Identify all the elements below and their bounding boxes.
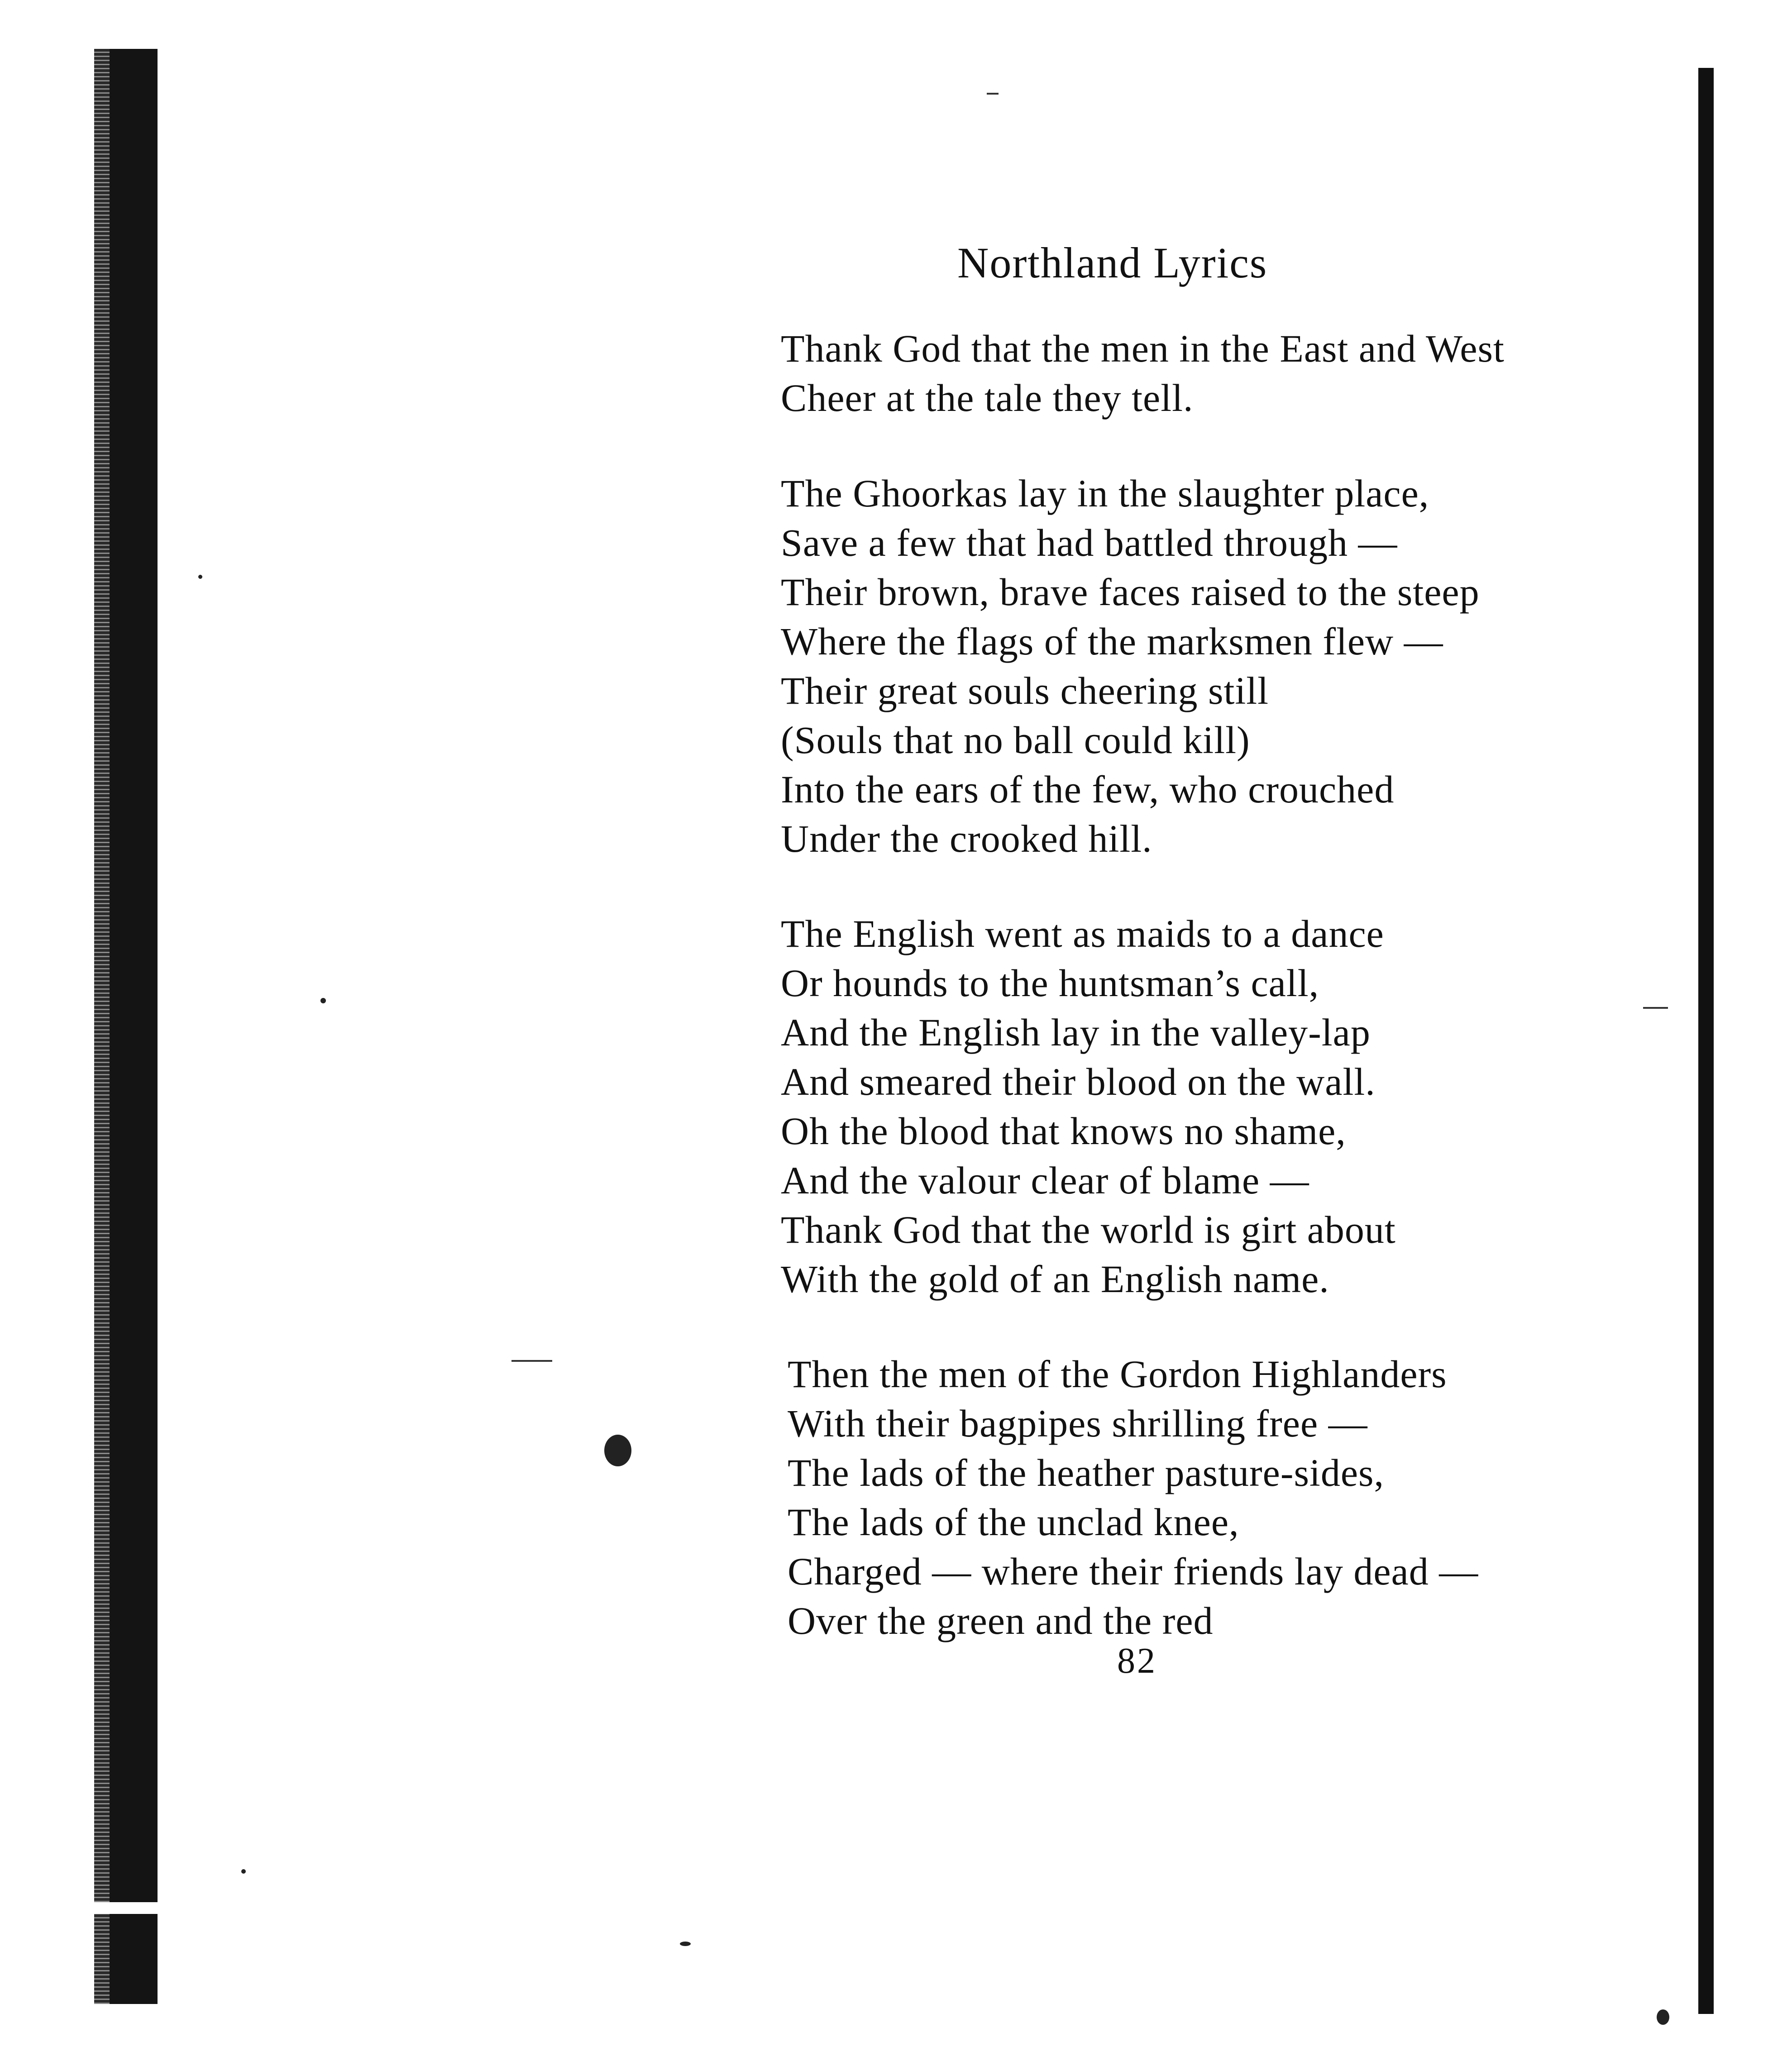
poem-line: The Ghoorkas lay in the slaughter place, <box>781 472 1429 515</box>
poem-line: And the valour clear of blame — <box>781 1159 1309 1202</box>
poem-line: Then the men of the Gordon Highlanders <box>788 1352 1447 1396</box>
poem-line: Save a few that had battled through — <box>781 521 1398 564</box>
poem-line: The lads of the unclad knee, <box>788 1500 1239 1544</box>
poem-line: Cheer at the tale they tell. <box>781 376 1194 420</box>
poem-line: With the gold of an English name. <box>781 1257 1329 1301</box>
poem-line: Where the flags of the marksmen flew — <box>781 620 1443 663</box>
poem-line: Under the crooked hill. <box>781 817 1152 860</box>
scan-speck <box>241 1869 246 1874</box>
poem-line: Thank God that the men in the East and West <box>781 327 1505 370</box>
poem-line: Their great souls cheering still <box>781 669 1269 712</box>
poem-line: With their bagpipes shrilling free — <box>788 1402 1368 1445</box>
poem-line: (Souls that no ball could kill) <box>781 718 1250 762</box>
poem-line: The lads of the heather pasture-sides, <box>788 1451 1384 1494</box>
scan-speck <box>1657 2009 1669 2025</box>
scan-mark <box>511 1360 552 1362</box>
poem-line: Their brown, brave faces raised to the steep <box>781 570 1480 614</box>
poem-stanza <box>781 324 1505 423</box>
poem-line: Into the ears of the few, who crouched <box>781 768 1395 811</box>
poem-line: And the English lay in the valley-lap <box>781 1011 1371 1054</box>
scan-left-edge <box>94 49 158 2004</box>
scan-mark <box>1643 1007 1668 1009</box>
scan-speck <box>320 998 326 1003</box>
scan-right-edge <box>1698 68 1714 2014</box>
poem-line: Charged — where their friends lay dead — <box>788 1550 1479 1593</box>
poem-line: And smeared their blood on the wall. <box>781 1060 1376 1103</box>
poem-stanza <box>788 1350 1478 1646</box>
poem-line: Or hounds to the huntsman’s call, <box>781 961 1319 1005</box>
poem-line: Over the green and the red <box>788 1599 1214 1642</box>
scan-speck <box>604 1435 631 1466</box>
running-title: Northland Lyrics <box>957 239 1268 287</box>
poem-line: Oh the blood that knows no shame, <box>781 1109 1346 1153</box>
poem-stanza <box>781 469 1480 864</box>
scan-speck <box>198 575 202 579</box>
poem-line: Thank God that the world is girt about <box>781 1208 1396 1251</box>
page-number: 82 <box>1117 1641 1157 1681</box>
poem-line: The English went as maids to a dance <box>781 912 1384 955</box>
scan-mark <box>987 93 999 95</box>
poem-stanza <box>781 909 1396 1304</box>
scan-speck <box>680 1942 691 1946</box>
